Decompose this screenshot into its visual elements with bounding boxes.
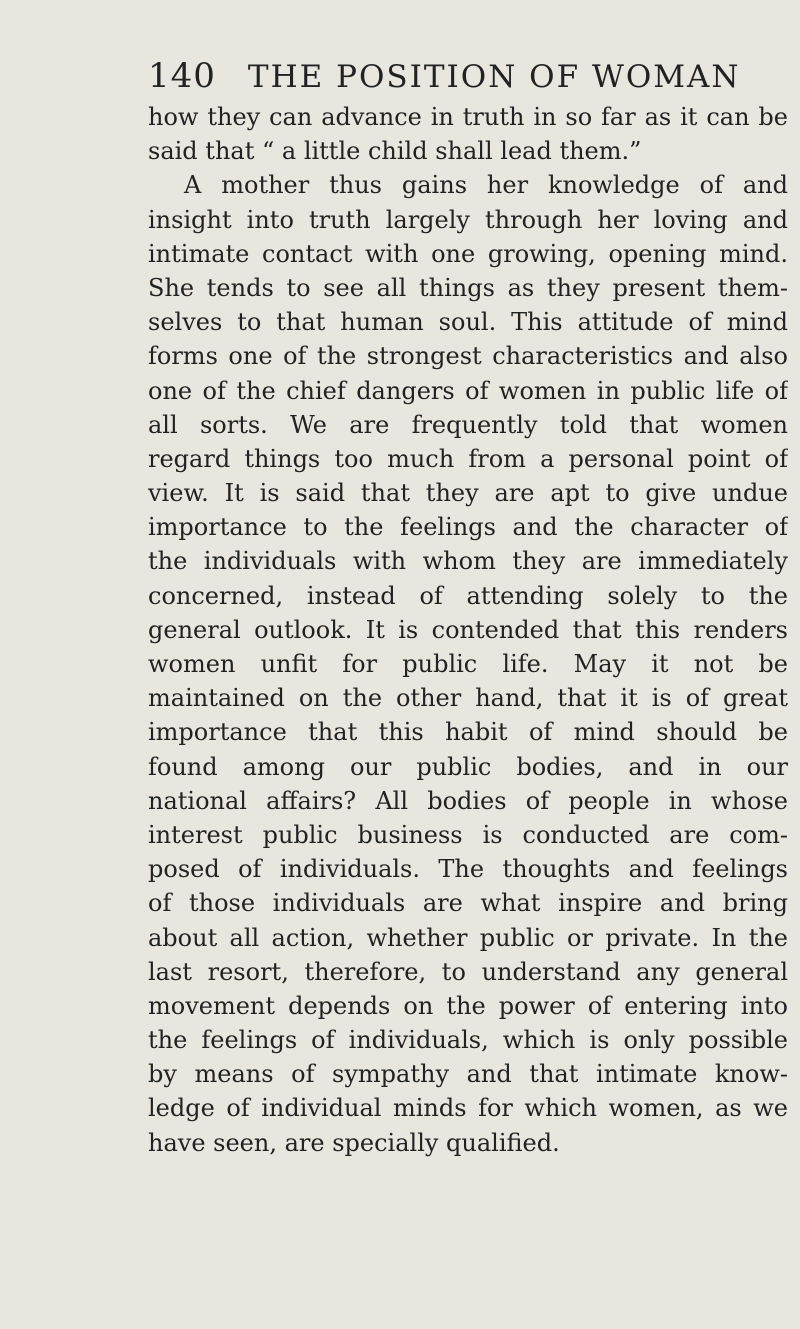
text-line: intimate contact with one growing, opening mind. — [148, 239, 788, 268]
text-line: interest public business is conducted are com- — [148, 820, 788, 849]
text-line: concerned, instead of attending solely to the — [148, 581, 788, 610]
text-line: women unfit for public life. May it not be — [148, 650, 788, 678]
text-line: by means of sympathy and that intimate know- — [148, 1060, 788, 1089]
text-line: A mother thus gains her knowledge of and — [184, 171, 788, 200]
page-number: 140 — [148, 56, 216, 96]
text-line: insight into truth largely through her loving and — [148, 205, 788, 234]
text-line: posed of individuals. The thoughts and feelings — [148, 855, 788, 884]
text-line: last resort, therefore, to understand any general — [148, 957, 788, 986]
running-head: THE POSITION OF WOMAN — [247, 59, 741, 95]
text-line: national affairs? All bodies of people in whose — [148, 786, 788, 815]
text-line: movement depends on the power of entering into — [148, 991, 788, 1020]
text-line: general outlook. It is contended that this renders — [148, 615, 788, 644]
text-line: forms one of the strongest characteristics and also — [148, 342, 788, 371]
text-line: have seen, are specially qualified. — [148, 1128, 560, 1157]
page-header — [148, 56, 788, 106]
text-line: all sorts. We are frequently told that women — [148, 410, 788, 439]
text-line: about all action, whether public or private. In the — [148, 923, 788, 952]
text-line: found among our public bodies, and in our — [148, 752, 788, 781]
text-line: She tends to see all things as they present them- — [148, 273, 788, 302]
body-text — [148, 100, 788, 1160]
text-line: how they can advance in truth in so far as it can be — [148, 103, 788, 131]
text-line: importance that this habit of mind should be — [148, 718, 788, 747]
text-line: maintained on the other hand, that it is of great — [148, 684, 788, 713]
text-line: of those individuals are what inspire and bring — [148, 889, 788, 918]
text-line: one of the chief dangers of women in public life of — [148, 376, 788, 405]
text-line: the individuals with whom they are immediately — [148, 547, 788, 576]
text-line: view. It is said that they are apt to give undue — [148, 479, 788, 508]
text-line: ledge of individual minds for which women, as we — [148, 1094, 788, 1123]
text-line: said that “ a little child shall lead them.” — [148, 137, 642, 166]
text-line: selves to that human soul. This attitude of mind — [148, 308, 788, 337]
text-line: the feelings of individuals, which is only possible — [148, 1026, 788, 1055]
text-line: regard things too much from a personal point of — [148, 444, 788, 473]
text-line: importance to the feelings and the character of — [148, 513, 788, 542]
